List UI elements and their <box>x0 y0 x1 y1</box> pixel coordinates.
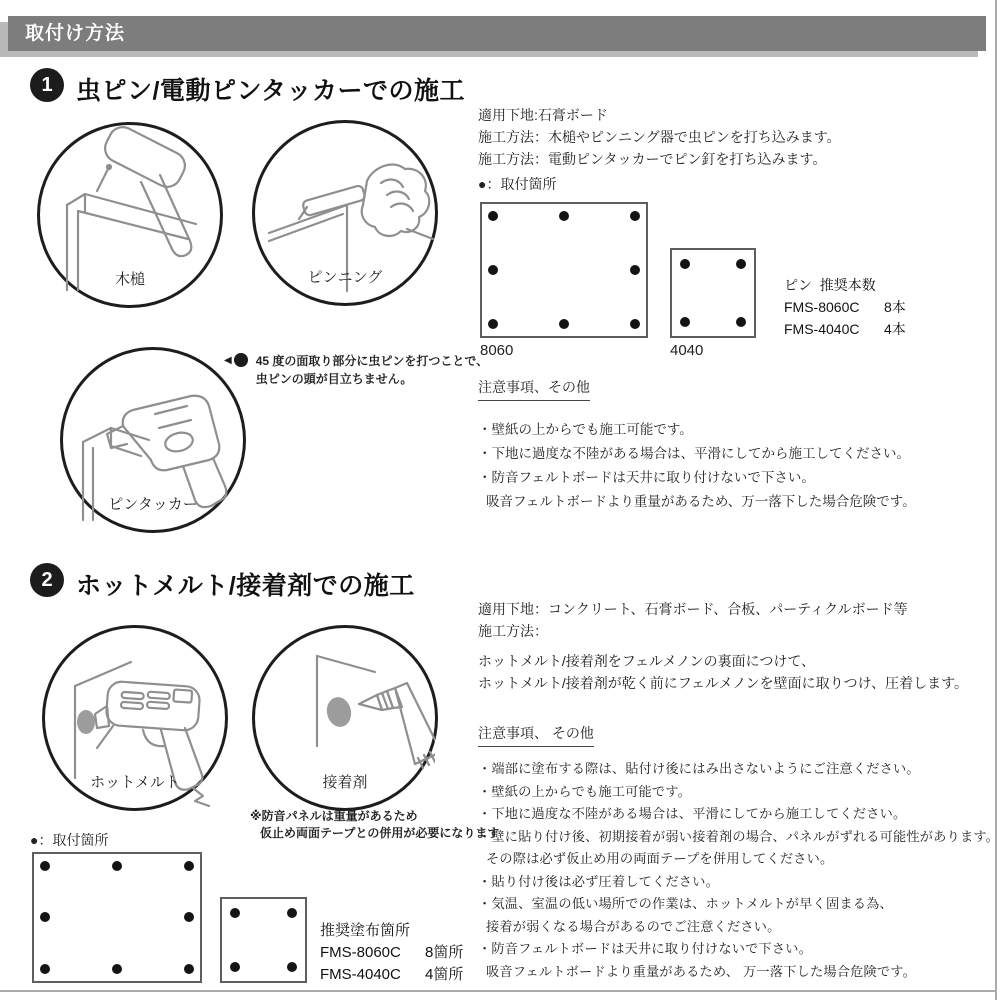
section1-notes <box>478 418 916 514</box>
note-item: ・防音フェルトボードは天井に取り付けないで下さい。 <box>478 470 815 485</box>
section1-info <box>478 104 841 195</box>
pin-dot <box>736 259 746 269</box>
mallet-label: 木槌 <box>114 271 145 288</box>
hotmelt-label: ホットメルト <box>90 774 180 791</box>
pin-dot <box>287 908 297 918</box>
pin-dot <box>184 861 194 871</box>
adhesive-illustration-circle <box>252 625 438 811</box>
pin-dot <box>230 962 240 972</box>
pin-dot <box>630 211 640 221</box>
section1-number-badge: 1 <box>30 68 64 102</box>
note-item: 吸音フェルトボードより重量があるため、万一落下した場合危険です。 <box>486 494 916 509</box>
diagram-4040-label: 4040 <box>670 342 704 359</box>
diagram-4040 <box>670 248 756 338</box>
pin-dot <box>630 319 640 329</box>
pin-dot <box>559 319 569 329</box>
note-item: 接着が弱くなる場合があるのでご注意ください。 <box>486 918 781 934</box>
pin-dot <box>230 908 240 918</box>
pin-dot <box>630 265 640 275</box>
note-item: ・壁紙の上からでも施工可能です。 <box>478 422 693 437</box>
section2-method-label: 施工方法： <box>478 623 548 639</box>
section2-substrate: 適用下地：コンクリート、石膏ボード、合板、パーティクルボード等 <box>478 601 908 617</box>
chamfer-callout-text: 45 度の面取り部分に虫ピンを打つことで、 虫ピンの頭が目立ちません。 <box>255 354 489 386</box>
pinning-label: ピンニング <box>307 269 383 286</box>
apply-spots-table <box>320 920 463 986</box>
section2-notes <box>478 758 999 983</box>
pintacker-illustration-circle <box>60 347 246 533</box>
chamfer-callout <box>224 352 488 388</box>
note-item: ・下地に過度な不陸がある場合は、平滑にしてから施工してください。 <box>478 806 907 821</box>
apply-table-header: 推奨塗布箇所 <box>320 922 411 939</box>
panel-weight-footnote: ※防音パネルは重量があるため 仮止め両面テープとの併用が必要になります <box>250 809 500 840</box>
pin-dot <box>40 964 50 974</box>
pin-dot <box>40 861 50 871</box>
pin-table-row: FMS-8060C 8本 <box>784 299 906 315</box>
diagram-8060-label: 8060 <box>480 342 514 359</box>
note-item: その際は必ず仮止め用の両面テープを併用してください。 <box>486 851 834 866</box>
note-item: ・端部に塗布する際は、貼付け後にはみ出さないようにご注意ください。 <box>478 761 920 776</box>
pin-count-table <box>784 274 906 340</box>
section1-substrate: 適用下地:石膏ボード <box>478 107 608 123</box>
section2-method1: ホットメルト/接着剤をフェルメノンの裏面につけて、 <box>478 653 816 669</box>
section1-title: 虫ピン/電動ピンタッカーでの施工 <box>76 77 465 105</box>
note-item: ・貼り付け後は必ず圧着してください。 <box>478 873 719 889</box>
pin-table-header: ピン 推奨本数 <box>784 277 876 293</box>
pin-dot <box>287 962 297 972</box>
apply-table-row: FMS-8060C 8箇所 <box>320 944 464 961</box>
note-item: ・下地に過度な不陸がある場合は、平滑にしてから施工してください。 <box>478 446 910 461</box>
section2-title: ホットメルト/接着剤での施工 <box>76 572 415 600</box>
section2-method2: ホットメルト/接着剤が乾く前にフェルメノンを壁面に取りつけ、圧着します。 <box>478 675 968 691</box>
diagram-8060 <box>480 202 648 338</box>
pin-point-icon <box>234 353 248 367</box>
pin-dot <box>488 211 498 221</box>
page-title: 取付け方法 <box>8 16 986 51</box>
note-item: ・気温、室温の低い場所での作業は、ホットメルトが早く固まる為、 <box>478 896 893 911</box>
apply-table-row: FMS-4040C 4箇所 <box>320 966 464 983</box>
pin-dot <box>184 912 194 922</box>
adhesive-label: 接着剤 <box>322 774 368 791</box>
section2-info <box>478 598 968 694</box>
left-triangle-icon: ◀ <box>224 355 232 366</box>
diagram2-4040 <box>220 897 307 983</box>
pin-dot <box>184 964 194 974</box>
page-bottom-border <box>0 990 997 992</box>
note-item: ・防音フェルトボードは天井に取り付けないで下さい。 <box>478 941 813 956</box>
pintacker-label: ピンタッカー <box>108 496 198 513</box>
section2-legend: ●：取付箇所 <box>30 832 109 848</box>
section1-legend: ●：取付箇所 <box>478 176 557 192</box>
pin-dot <box>559 211 569 221</box>
note-item: ・壁紙の上からでも施工可能です。 <box>478 783 692 799</box>
pin-dot <box>488 265 498 275</box>
pin-dot <box>488 319 498 329</box>
section1-notes-title: 注意事項、その他 <box>478 377 590 401</box>
diagram2-8060 <box>32 852 202 983</box>
pin-dot <box>680 317 690 327</box>
note-item: 吸音フェルトボードより重量があるため、 万一落下した場合危険です。 <box>486 963 917 979</box>
section2-notes-title: 注意事項、 その他 <box>478 723 594 747</box>
mallet-illustration-circle <box>37 122 223 308</box>
section1-method2: 施工方法：電動ピンタッカーでピン釘を打ち込みます。 <box>478 151 827 167</box>
pinning-illustration-circle <box>252 120 438 306</box>
pin-dot <box>112 861 122 871</box>
pin-dot <box>40 912 50 922</box>
pin-table-row: FMS-4040C 4本 <box>784 321 906 337</box>
pin-dot <box>736 317 746 327</box>
pin-dot <box>680 259 690 269</box>
pin-dot <box>112 964 122 974</box>
hotmelt-illustration-circle <box>42 625 228 811</box>
section2-number-badge: 2 <box>30 563 64 597</box>
section1-method1: 施工方法：木槌やピンニング器で虫ピンを打ち込みます。 <box>478 129 841 145</box>
note-item: ・壁に貼り付け後、初期接着が弱い接着剤の場合、パネルがずれる可能性があります。 <box>478 828 1000 844</box>
